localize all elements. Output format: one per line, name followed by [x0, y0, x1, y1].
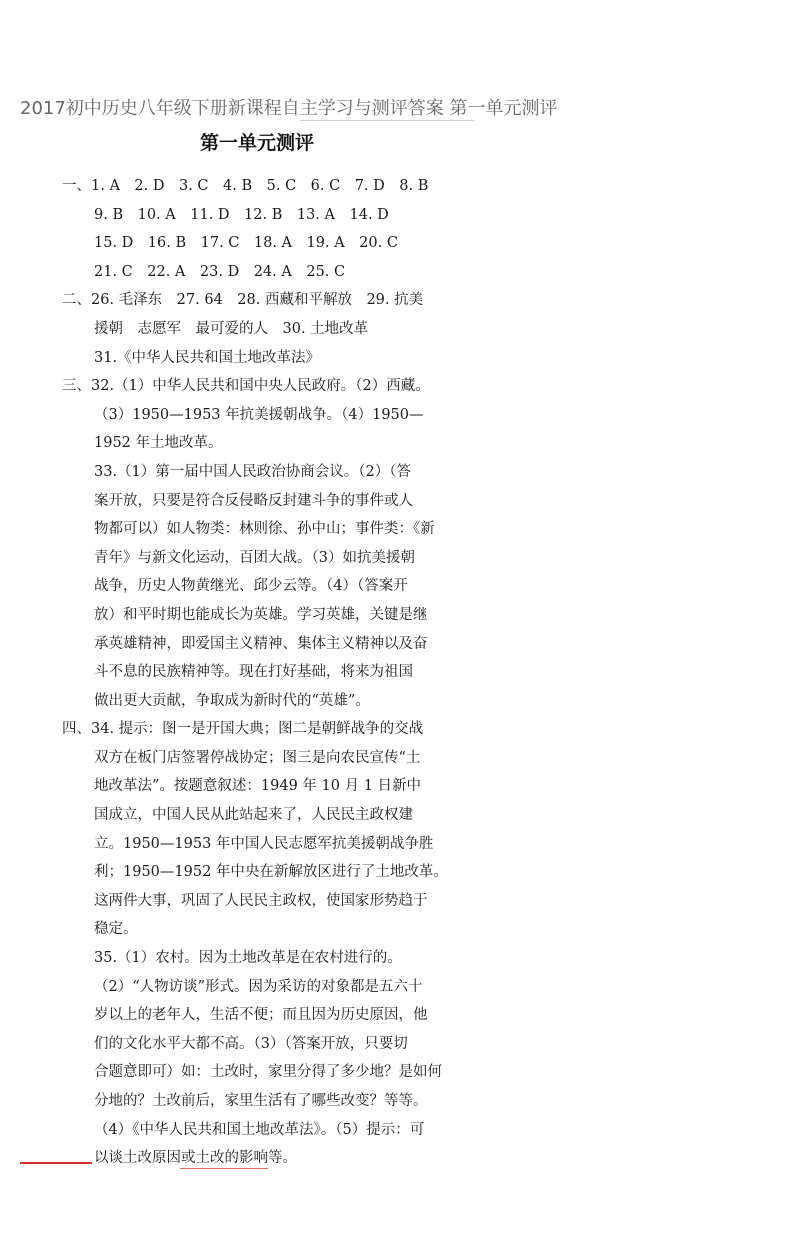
- answer-line: 33.（1）第一届中国人民政治协商会议。（2）（答: [94, 463, 412, 480]
- answer-line: （3）1950—1953 年抗美援朝战争。（4）1950—: [94, 406, 424, 423]
- answer-line: 青年》与新文化运动，百团大战。（3）如抗美援朝: [94, 549, 415, 566]
- answer-line: 9. B 10. A 11. D 12. B 13. A 14. D: [94, 206, 389, 223]
- answer-line: 二、26. 毛泽东 27. 64 28. 西藏和平解放 29. 抗美: [62, 292, 424, 309]
- answer-line: 战争，历史人物黄继光、邱少云等。（4）（答案开: [94, 578, 408, 595]
- answer-line: 援朝 志愿军 最可爱的人 30. 土地改革: [94, 320, 369, 337]
- answer-line: 15. D 16. B 17. C 18. A 19. A 20. C: [94, 235, 398, 252]
- answer-line: 21. C 22. A 23. D 24. A 25. C: [94, 263, 346, 280]
- answer-line: 利；1950—1952 年中央在新解放区进行了土地改革。: [94, 864, 448, 881]
- answer-line: 承英雄精神，即爱国主义精神、集体主义精神以及奋: [94, 635, 428, 652]
- accent-underline-secondary: [180, 1168, 268, 1169]
- answer-line: 们的文化水平大都不高。（3）（答案开放，只要切: [94, 1035, 408, 1052]
- answer-line: 岁以上的老年人，生活不便；而且因为历史原因，他: [94, 1007, 428, 1024]
- answer-line: 合题意即可）如：土改时，家里分得了多少地？是如何: [94, 1064, 442, 1081]
- answer-line: 斗不息的民族精神等。现在打好基础，将来为祖国: [94, 664, 413, 681]
- answer-line: 稳定。: [94, 921, 138, 938]
- answer-line: 1952 年土地改革。: [94, 435, 223, 452]
- answer-line: （4）《中华人民共和国土地改革法》。（5）提示：可: [94, 1121, 425, 1138]
- header-divider: [300, 120, 475, 121]
- answer-line: 做出更大贡献，争取成为新时代的“英雄”。: [94, 692, 370, 709]
- answer-content: [62, 172, 472, 1173]
- answer-line: 物都可以）如人物类：林则徐、孙中山；事件类：《新: [94, 521, 435, 538]
- answer-line: 35.（1）农村。因为土地改革是在农村进行的。: [94, 950, 402, 967]
- answer-line: 地改革法”。按题意叙述：1949 年 10 月 1 日新中: [94, 778, 422, 795]
- answer-line: 以谈土改原因或土改的影响等。: [94, 1150, 297, 1167]
- answer-line: （2）“人物访谈”形式。因为采访的对象都是五六十: [94, 978, 423, 995]
- answer-line: 三、32.（1）中华人民共和国中央人民政府。（2）西藏。: [62, 378, 430, 395]
- answer-line: 案开放，只要是符合反侵略反封建斗争的事件或人: [94, 492, 413, 509]
- answer-line: 国成立，中国人民从此站起来了，人民民主政权建: [94, 807, 413, 824]
- answer-line: 一、1. A 2. D 3. C 4. B 5. C 6. C 7. D 8. B: [62, 178, 429, 194]
- page-header-title: 2017初中历史八年级下册新课程自主学习与测评答案 第一单元测评: [20, 98, 558, 119]
- answer-line: 分地的？土改前后，家里生活有了哪些改变？等等。: [94, 1093, 428, 1109]
- answer-line: 31.《中华人民共和国土地改革法》: [94, 349, 321, 366]
- answer-line: 放）和平时期也能成长为英雄。学习英雄，关键是继: [94, 606, 428, 623]
- answer-line: 这两件大事，巩固了人民民主政权，使国家形势趋于: [94, 892, 428, 909]
- answer-line: 立。1950—1953 年中国人民志愿军抗美援朝战争胜: [94, 835, 434, 852]
- accent-underline: [20, 1162, 92, 1164]
- document-title: 第一单元测评: [200, 132, 315, 154]
- answer-line: 四、34. 提示：图一是开国大典；图二是朝鲜战争的交战: [62, 721, 424, 738]
- answer-line: 双方在板门店签署停战协定；图三是向农民宣传“土: [94, 749, 421, 766]
